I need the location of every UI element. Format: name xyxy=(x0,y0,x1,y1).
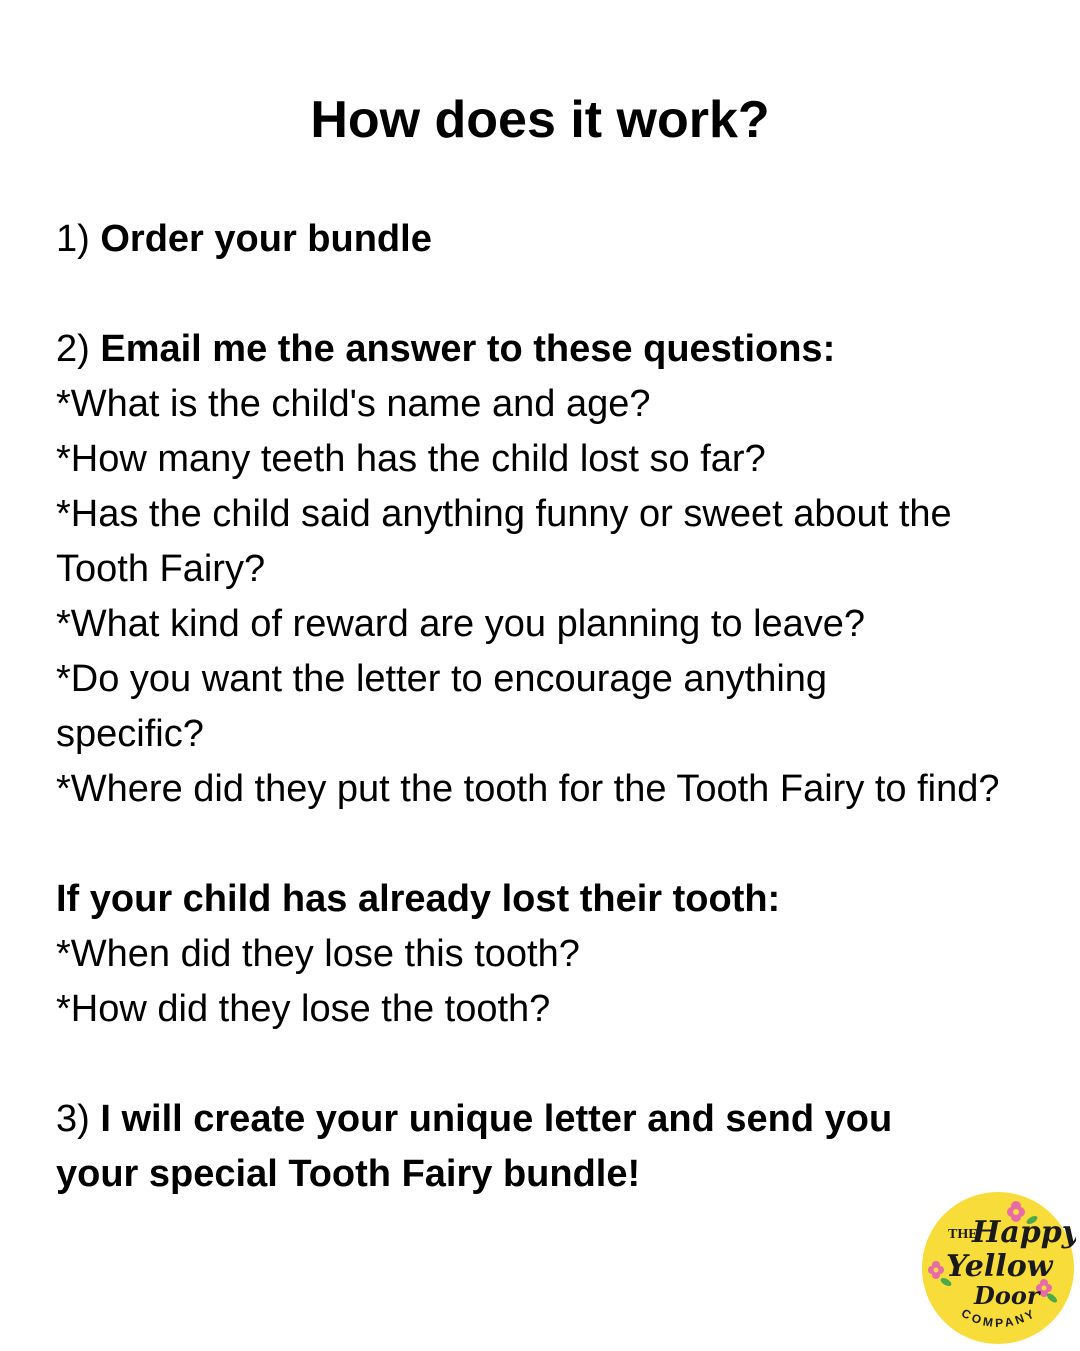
question-item: *Do you want the letter to encourage anything specific? xyxy=(56,658,828,755)
lost-tooth-heading xyxy=(56,872,1036,927)
logo-graphic xyxy=(920,1190,1076,1346)
question-item: *When did they lose this tooth? xyxy=(56,933,580,975)
logo-the: THE xyxy=(948,1227,978,1242)
step-1-text: Order your bundle xyxy=(100,218,432,260)
step-2-text: Email me the answer to these questions: xyxy=(100,328,836,370)
logo-yellow: Yellow xyxy=(946,1249,1053,1284)
question-item: *Where did they put the tooth for the Tooth Fairy to find? xyxy=(56,768,1000,810)
question-item: *How many teeth has the child lost so far? xyxy=(56,438,766,480)
lost-tooth-heading-text: If your child has already lost their tooth: xyxy=(56,878,781,920)
question-item: *Has the child said anything funny or sweet about the Tooth Fairy? xyxy=(56,493,952,590)
step-3-text: I will create your unique letter and send you your special Tooth Fairy bundle! xyxy=(56,1098,893,1195)
company-logo xyxy=(920,1190,1076,1346)
question-item: *How did they lose the tooth? xyxy=(56,988,551,1030)
step-1-number: 1) xyxy=(56,218,90,260)
question-item: *What is the child's name and age? xyxy=(56,383,651,425)
logo-door: Door xyxy=(974,1281,1040,1310)
step-2-number: 2) xyxy=(56,328,90,370)
logo-happy: Happy xyxy=(972,1215,1076,1250)
step-2 xyxy=(56,322,1036,377)
step-3-number: 3) xyxy=(56,1098,90,1140)
instructions xyxy=(56,212,1036,1202)
logo-company-text: COMPANY xyxy=(959,1305,1039,1331)
step-3 xyxy=(56,1092,976,1202)
question-item: *What kind of reward are you planning to leave? xyxy=(56,603,866,645)
page-title: How does it work? xyxy=(310,91,770,149)
step-1 xyxy=(56,212,1036,267)
